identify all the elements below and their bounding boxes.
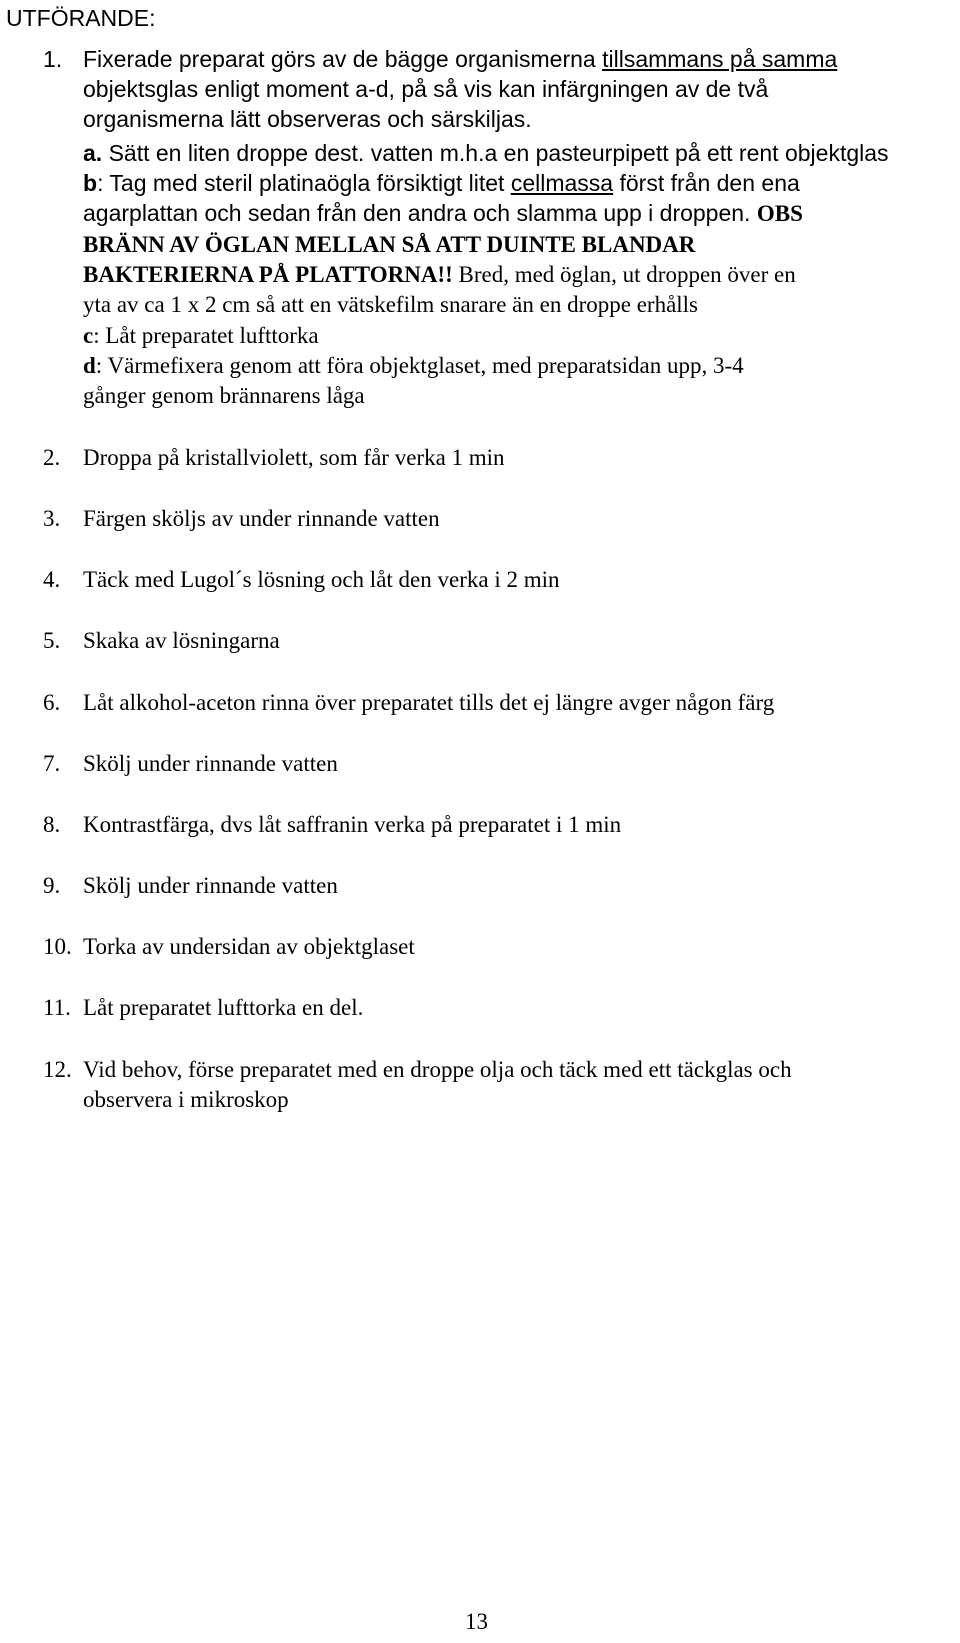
step-text: Skölj under rinnande vatten bbox=[83, 873, 338, 898]
substep-b-underlined: cellmassa bbox=[510, 170, 614, 196]
substep-b-line-2 bbox=[83, 198, 803, 229]
step-1-number: 1. bbox=[43, 46, 63, 72]
section-heading: UTFÖRANDE: bbox=[6, 5, 156, 31]
step-number: 6. bbox=[43, 690, 61, 715]
substep-b-text-1b: först från den ena bbox=[613, 170, 800, 196]
substep-d-label: d bbox=[83, 353, 96, 378]
substep-a-label: a. bbox=[83, 140, 103, 166]
substep-b-label: b bbox=[83, 170, 98, 196]
warning-line-1: BRÄNN AV ÖGLAN MELLAN SÅ ATT DUINTE BLANDAR bbox=[83, 232, 696, 257]
step-number: 5. bbox=[43, 628, 61, 653]
step-number: 4. bbox=[43, 567, 61, 592]
substep-c bbox=[83, 321, 319, 351]
step-number: 7. bbox=[43, 751, 61, 776]
substep-b-line-1 bbox=[83, 168, 800, 198]
step-1-line-1-text: Fixerade preparat görs av de bägge organismerna bbox=[83, 46, 603, 72]
warning-line-2: BAKTERIERNA PÅ PLATTORNA!! bbox=[83, 262, 453, 287]
step-text: Torka av undersidan av objektglaset bbox=[83, 934, 415, 959]
substep-a-text: Sätt en liten droppe dest. vatten m.h.a en pasteurpipett på ett rent objektglas bbox=[102, 140, 889, 166]
step-text: Färgen sköljs av under rinnande vatten bbox=[83, 506, 440, 531]
substep-d-line-2: gånger genom brännarens låga bbox=[83, 383, 365, 408]
step-text: Skölj under rinnande vatten bbox=[83, 751, 338, 776]
substep-b-text-1: : Tag med steril platinaögla försiktigt litet bbox=[97, 170, 511, 196]
step-number: 12. bbox=[43, 1057, 72, 1082]
step-1-line-2: objektsglas enligt moment a-d, på så vis kan infärgningen av de två bbox=[83, 76, 769, 102]
step-number: 10. bbox=[43, 934, 72, 959]
step-text: Droppa på kristallviolett, som får verka 1 min bbox=[83, 445, 505, 470]
step-text-continued: observera i mikroskop bbox=[83, 1087, 289, 1112]
substep-b-line-4 bbox=[83, 260, 796, 290]
step-number: 8. bbox=[43, 812, 61, 837]
substep-c-label: c bbox=[83, 323, 94, 348]
substep-a bbox=[83, 138, 889, 168]
step-number: 3. bbox=[43, 506, 61, 531]
step-text: Låt preparatet lufttorka en del. bbox=[83, 995, 364, 1020]
substep-d-text-1: : Värmefixera genom att föra objektglaset, med preparatsidan upp, 3-4 bbox=[95, 353, 744, 378]
step-1-line-3: organismerna lätt observeras och särskiljas. bbox=[83, 106, 532, 132]
step-1-line-1 bbox=[83, 44, 837, 74]
step-text: Vid behov, förse preparatet med en droppe olja och täck med ett täckglas och bbox=[83, 1057, 792, 1082]
substep-b-text-4: Bred, med öglan, ut droppen över en bbox=[452, 262, 796, 287]
step-number: 11. bbox=[43, 995, 71, 1020]
warning-obs: OBS bbox=[756, 201, 803, 226]
page-number: 13 bbox=[465, 1609, 488, 1634]
step-text: Täck med Lugol´s lösning och låt den verka i 2 min bbox=[83, 567, 560, 592]
substep-b-text-2: agarplattan och sedan från den andra och slamma upp i droppen. bbox=[83, 200, 757, 226]
substep-d-line-1 bbox=[83, 351, 744, 381]
step-number: 9. bbox=[43, 873, 61, 898]
step-number: 2. bbox=[43, 445, 61, 470]
substep-c-text: : Låt preparatet lufttorka bbox=[93, 323, 319, 348]
step-text: Skaka av lösningarna bbox=[83, 628, 280, 653]
step-text: Kontrastfärga, dvs låt saffranin verka på preparatet i 1 min bbox=[83, 812, 622, 837]
step-1-underlined-text: tillsammans på samma bbox=[602, 46, 838, 72]
substep-b-line-5: yta av ca 1 x 2 cm så att en vätskefilm snarare än en droppe erhålls bbox=[83, 292, 699, 317]
step-text: Låt alkohol-aceton rinna över preparatet tills det ej längre avger någon färg bbox=[83, 690, 775, 715]
